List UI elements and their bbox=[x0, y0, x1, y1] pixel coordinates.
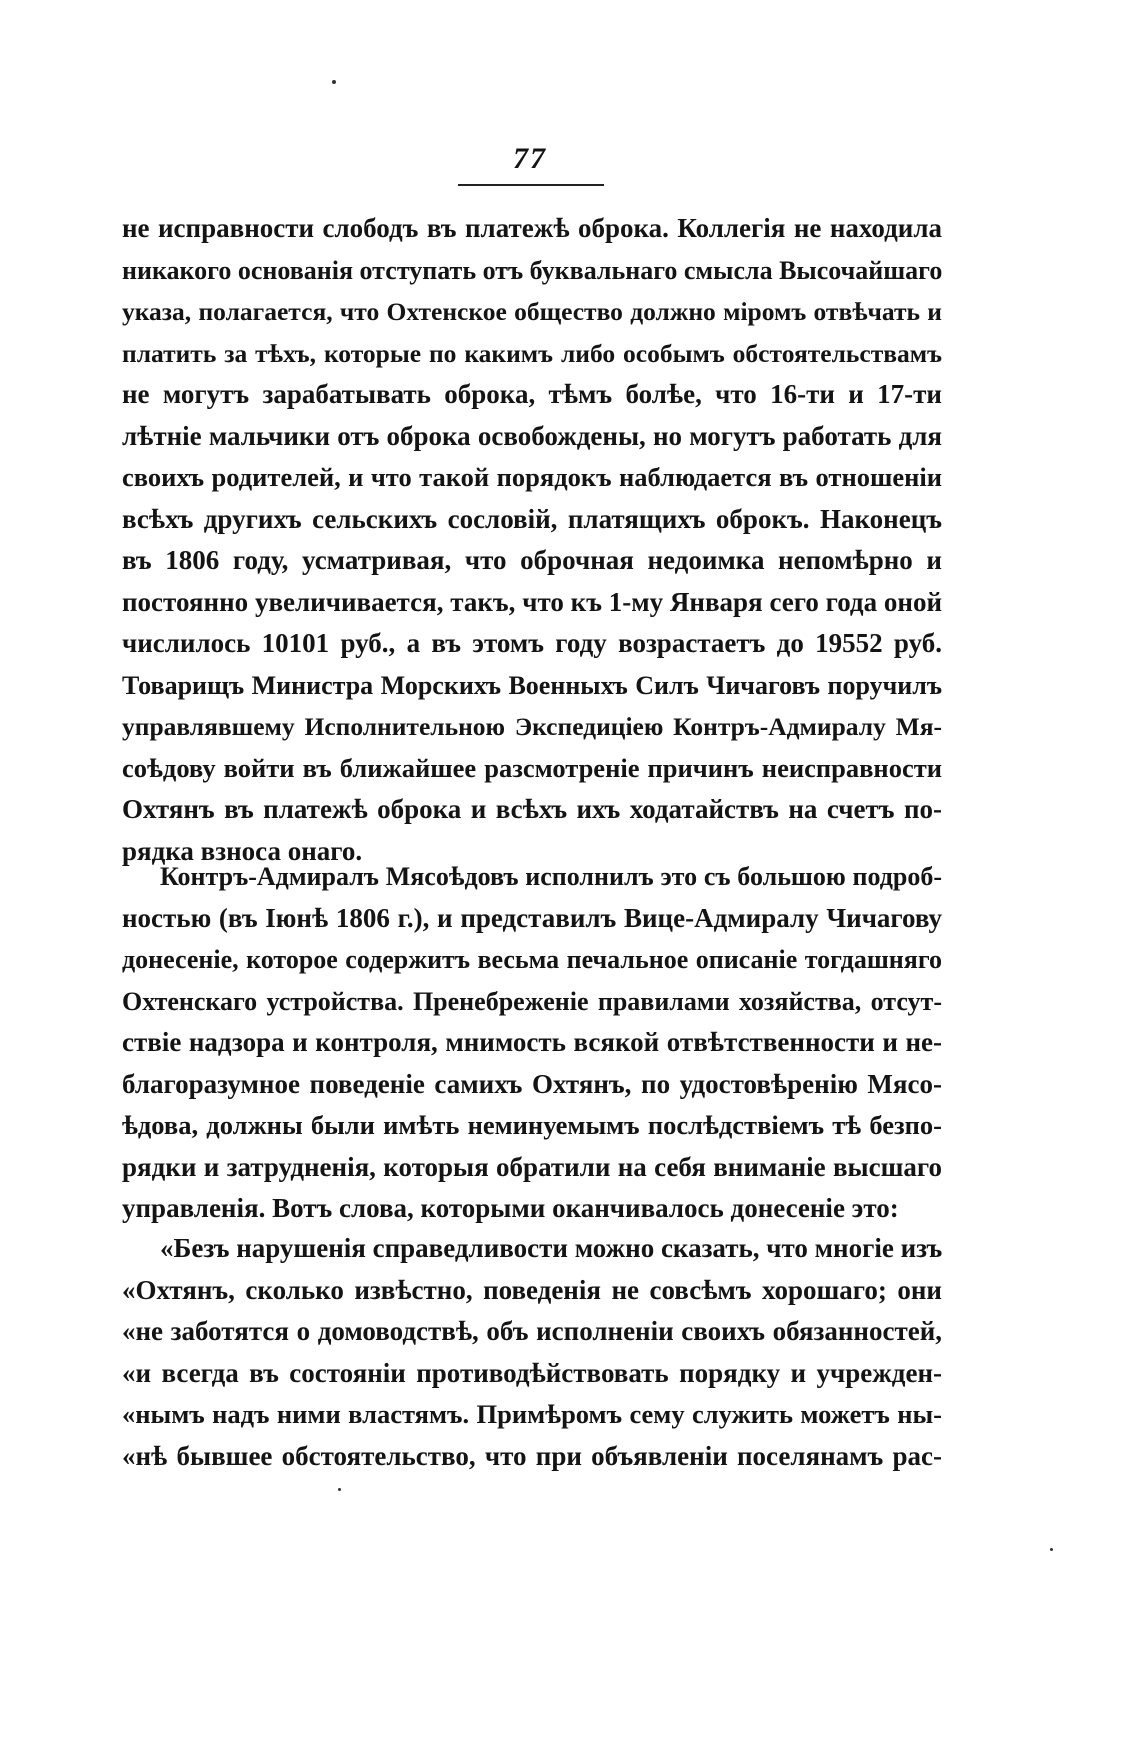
text-line: ѣдова, должны были имѣть неминуемымъ послѣдствіемъ тѣ безпо- bbox=[122, 1110, 942, 1140]
text-line: рядки и затрудненія, которыя обратили на себя вниманіе высшаго bbox=[122, 1151, 942, 1182]
text-line: «нѣ бывшее обстоятельство, что при объявленіи поселянамъ рас- bbox=[122, 1440, 942, 1471]
text-line: «не заботятся о домоводствѣ, объ исполненіи своихъ обязанностей, bbox=[122, 1316, 942, 1346]
text-line: «нымъ надъ ними властямъ. Примѣромъ сему служить можетъ ны- bbox=[122, 1399, 942, 1429]
scan-speck bbox=[1050, 1548, 1053, 1551]
text-line: Товарищъ Министра Морскихъ Военныхъ Силъ Чичаговъ поручилъ bbox=[122, 670, 942, 700]
scan-speck bbox=[338, 1488, 341, 1491]
text-line: соѣдову войти въ ближайшее разсмотреніе причинъ неисправности bbox=[122, 752, 942, 783]
page-number-rule bbox=[458, 184, 604, 186]
text-line: «Охтянъ, сколько извѣстно, поведенія не совсѣмъ хорошаго; они bbox=[122, 1274, 942, 1305]
text-line: «Безъ нарушенія справедливости можно сказать, что многіе изъ bbox=[160, 1233, 942, 1263]
text-line: управлявшему Исполнительною Экспедиціею Контръ-Адмиралу Мя- bbox=[122, 712, 942, 741]
text-line: лѣтніе мальчики отъ оброка освобождены, но могутъ работать для bbox=[122, 420, 942, 451]
text-line: ствіе надзора и контроля, мнимость всякой отвѣтственности и не- bbox=[122, 1027, 942, 1057]
text-line: благоразумное поведеніе самихъ Охтянъ, по удостовѣренію Мясо- bbox=[122, 1068, 942, 1099]
text-line: платить за тѣхъ, которые по какимъ либо особымъ обстоятельствамъ bbox=[122, 338, 942, 368]
page-number: 77 bbox=[513, 142, 547, 175]
text-line: рядка взноса онаго. bbox=[122, 835, 363, 866]
paragraph-2 bbox=[122, 856, 942, 1230]
text-line: управленія. Вотъ слова, которыми оканчивалось донесеніе это: bbox=[122, 1193, 899, 1223]
text-line: «и всегда въ состояніи противодѣйствовать порядку и учрежден- bbox=[122, 1357, 942, 1388]
text-line: указа, полагается, что Охтенское общество должно міромъ отвѣчать и bbox=[122, 297, 942, 326]
text-line: всѣхъ другихъ сельскихъ сословій, платящихъ оброкъ. Наконецъ bbox=[122, 503, 942, 534]
scan-speck bbox=[332, 80, 336, 84]
text-line: числилось 10101 руб., а въ этомъ году возрастаетъ до 19552 руб. bbox=[122, 628, 942, 658]
text-line: никакого основанія отступать отъ буквальнаго смысла Высочайшаго bbox=[122, 255, 942, 285]
text-line: не могутъ зарабатывать оброка, тѣмъ болѣе, что 16-ти и 17-ти bbox=[122, 379, 942, 409]
text-line: Охтенскаго устройства. Пренебреженіе правилами хозяйства, отсут- bbox=[122, 986, 942, 1016]
text-line: донесеніе, которое содержитъ весьма печальное описаніе тогдашняго bbox=[122, 945, 942, 974]
text-line: не исправности слободъ въ платежѣ оброка. Коллегія не находила bbox=[122, 213, 942, 243]
text-line: Контръ-Адмиралъ Мясоѣдовъ исполнилъ это съ большою подроб- bbox=[160, 862, 942, 891]
text-line: постоянно увеличивается, такъ, что къ 1-му Января сего года оной bbox=[122, 586, 942, 617]
text-line: своихъ родителей, и что такой порядокъ наблюдается въ отношеніи bbox=[122, 462, 942, 492]
text-line: въ 1806 году, усматривая, что оброчная недоимка непомѣрно и bbox=[122, 545, 942, 575]
text-line: ностью (въ Іюнѣ 1806 г.), и представилъ Вице-Адмиралу Чичагову bbox=[122, 902, 942, 933]
paragraph-1 bbox=[122, 208, 942, 872]
text-line: Охтянъ въ платежѣ оброка и всѣхъ ихъ ходатайствъ на счетъ по- bbox=[122, 794, 942, 824]
paragraph-3-quote bbox=[122, 1228, 942, 1477]
